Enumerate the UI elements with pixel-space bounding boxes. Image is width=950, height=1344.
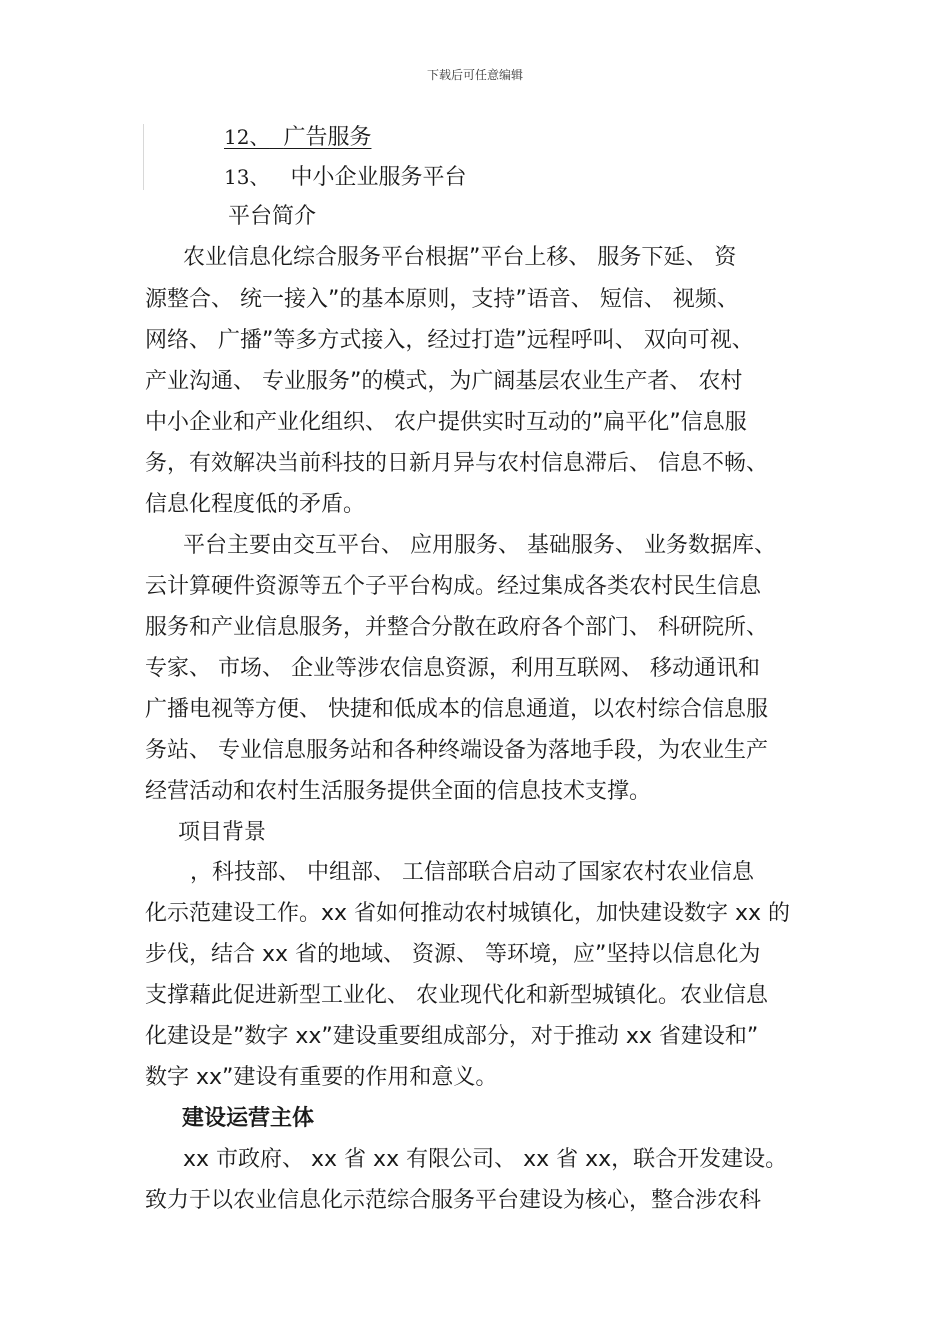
section-title-intro: 平台简介	[228, 204, 317, 229]
paragraph-line: 广播电视等方便、 快捷和低成本的信息通道，以农村综合信息服	[145, 697, 768, 722]
paragraph-line: ，科技部、 中组部、 工信部联合启动了国家农村农业信息	[190, 860, 754, 885]
list-item-label: 广告服务	[283, 125, 372, 150]
paragraph-line: 农业信息化综合服务平台根据”平台上移、 服务下延、 资	[183, 245, 737, 270]
paragraph-line: 源整合、 统一接入”的基本原则，支持”语音、 短信、 视频、	[145, 287, 739, 312]
paragraph-line: 化建设是”数字 xx”建设重要组成部分，对于推动 xx 省建设和”	[145, 1024, 759, 1049]
paragraph-line: 产业沟通、 专业服务”的模式，为广阔基层农业生产者、 农村	[145, 369, 743, 394]
section-title-background: 项目背景	[178, 820, 267, 845]
margin-rule	[143, 124, 144, 190]
list-item-number: 13、	[224, 165, 270, 189]
paragraph-line: 支撑藉此促进新型工业化、 农业现代化和新型城镇化。农业信息	[145, 983, 768, 1008]
paragraph-line: 中小企业和产业化组织、 农户提供实时互动的”扁平化”信息服	[145, 410, 747, 435]
list-item-number: 12、	[224, 125, 270, 149]
paragraph-line: 数字 xx”建设有重要的作用和意义。	[145, 1065, 498, 1090]
paragraph-line: 化示范建设工作。xx 省如何推动农村城镇化，加快建设数字 xx 的	[145, 901, 791, 926]
paragraph-line: 信息化程度低的矛盾。	[145, 492, 366, 517]
paragraph-line: 云计算硬件资源等五个子平台构成。经过集成各类农村民生信息	[145, 574, 762, 599]
section-title-operator: 建设运营主体	[182, 1106, 315, 1131]
paragraph-line: xx 市政府、 xx 省 xx 有限公司、 xx 省 xx，联合开发建设。	[183, 1147, 788, 1172]
paragraph-line: 服务和产业信息服务，并整合分散在政府各个部门、 科研院所、	[145, 615, 768, 640]
paragraph-line: 务站、 专业信息服务站和各种终端设备为落地手段，为农业生产	[145, 738, 768, 763]
list-item	[224, 162, 466, 193]
paragraph-line: 步伐，结合 xx 省的地域、 资源、 等环境，应”坚持以信息化为	[145, 942, 761, 967]
list-item	[224, 122, 371, 153]
paragraph-line: 务，有效解决当前科技的日新月异与农村信息滞后、 信息不畅、	[145, 451, 768, 476]
paragraph-line: 专家、 市场、 企业等涉农信息资源，利用互联网、 移动通讯和	[145, 656, 760, 681]
paragraph-line: 经营活动和农村生活服务提供全面的信息技术支撑。	[145, 779, 652, 804]
paragraph-line: 致力于以农业信息化示范综合服务平台建设为核心，整合涉农科	[145, 1188, 762, 1213]
page-header: 下载后可任意编辑	[426, 68, 523, 82]
paragraph-line: 网络、 广播”等多方式接入，经过打造”远程呼叫、 双向可视、	[145, 328, 754, 353]
list-item-label: 中小企业服务平台	[290, 165, 467, 190]
paragraph-line: 平台主要由交互平台、 应用服务、 基础服务、 业务数据库、	[183, 533, 776, 558]
